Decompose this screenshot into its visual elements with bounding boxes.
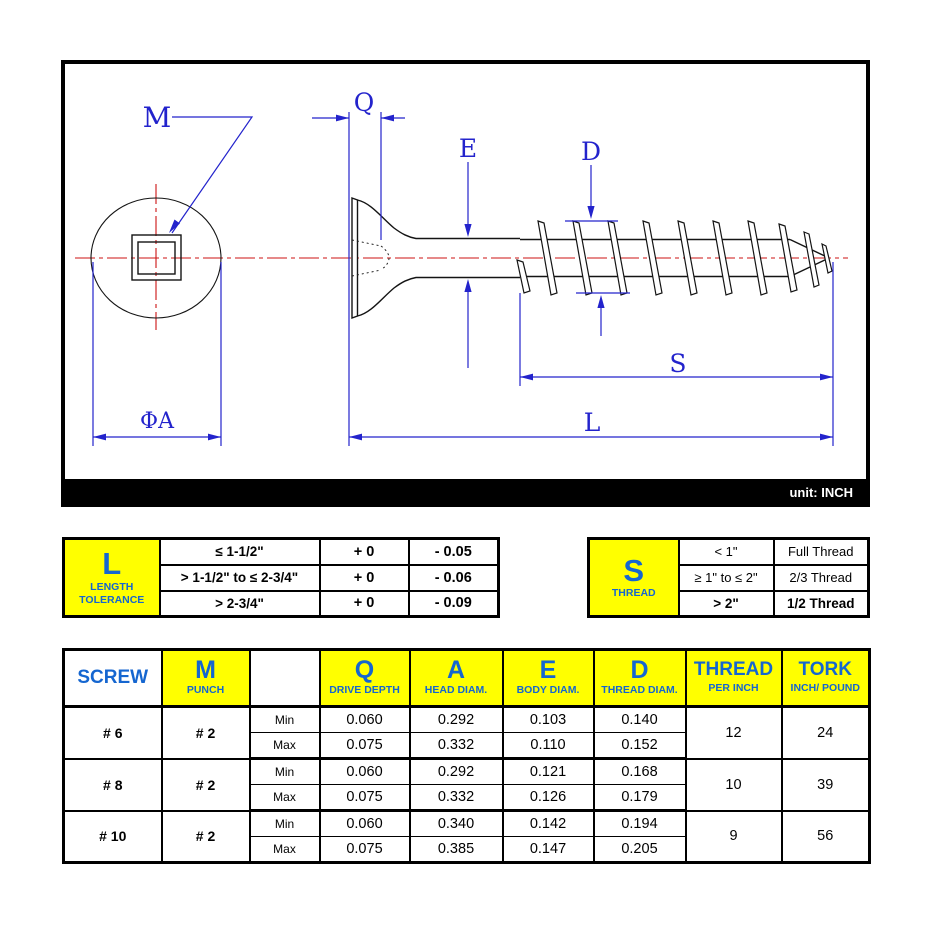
cell-screw-size: # 10 [64, 811, 162, 863]
cell-d-max: 0.179 [594, 785, 686, 811]
thread-value-cell: 2/3 Thread [774, 565, 869, 591]
cell-e-min: 0.103 [503, 707, 594, 733]
symbol-s-caption: THREAD [611, 587, 656, 600]
cell-d-max: 0.205 [594, 837, 686, 863]
cell-punch-size: # 2 [162, 759, 250, 811]
length-tolerance-table [62, 537, 500, 618]
dim-label-s: S [669, 349, 687, 378]
cell-d-min: 0.140 [594, 707, 686, 733]
cell-a-max: 0.332 [410, 733, 503, 759]
cell-tork: 24 [782, 707, 870, 759]
tolerance-plus-cell: + 0 [320, 539, 409, 565]
header-screw: SCREW [64, 650, 162, 707]
cell-d-min: 0.194 [594, 811, 686, 837]
thread-value-cell: 1/2 Thread [774, 591, 869, 617]
cell-screw-size: # 6 [64, 707, 162, 759]
tolerance-minus-cell: - 0.05 [409, 539, 499, 565]
cell-punch-size: # 2 [162, 707, 250, 759]
spec-row-min [64, 759, 870, 785]
thread-range-cell: ≥ 1" to ≤ 2" [679, 565, 774, 591]
cell-min-label: Min [250, 759, 320, 785]
cell-q-min: 0.060 [320, 811, 410, 837]
cell-a-max: 0.332 [410, 785, 503, 811]
tolerance-plus-cell: + 0 [320, 591, 409, 617]
table-row [64, 539, 499, 565]
header-d-thread-diam: D THREAD DIAM. [594, 650, 686, 707]
cell-d-min: 0.168 [594, 759, 686, 785]
thread-range-cell: > 2" [679, 591, 774, 617]
cell-max-label: Max [250, 733, 320, 759]
header-e-body-diam: E BODY DIAM. [503, 650, 594, 707]
cell-a-min: 0.292 [410, 759, 503, 785]
thread-symbol-cell [589, 539, 679, 617]
symbol-s: S [623, 552, 645, 588]
cell-punch-size: # 2 [162, 811, 250, 863]
spec-header-row [64, 650, 870, 707]
drawing-frame [63, 62, 868, 505]
cell-d-max: 0.152 [594, 733, 686, 759]
cell-tork: 39 [782, 759, 870, 811]
cell-min-label: Min [250, 811, 320, 837]
cell-a-min: 0.292 [410, 707, 503, 733]
spec-row-min [64, 811, 870, 837]
cell-min-label: Min [250, 707, 320, 733]
cell-e-min: 0.142 [503, 811, 594, 837]
cell-e-min: 0.121 [503, 759, 594, 785]
cell-e-max: 0.126 [503, 785, 594, 811]
length-range-cell: ≤ 1-1/2" [160, 539, 320, 565]
header-a-head-diam: A HEAD DIAM. [410, 650, 503, 707]
length-range-cell: > 1-1/2" to ≤ 2-3/4" [160, 565, 320, 591]
symbol-l-caption-2: TOLERANCE [79, 593, 145, 606]
dim-label-d: D [580, 137, 602, 166]
cell-thread-per-inch: 9 [686, 811, 782, 863]
cell-q-max: 0.075 [320, 785, 410, 811]
dim-label-phi-a: ΦA [140, 409, 174, 434]
tolerance-minus-cell: - 0.09 [409, 591, 499, 617]
cell-q-max: 0.075 [320, 733, 410, 759]
tolerance-minus-cell: - 0.06 [409, 565, 499, 591]
cell-max-label: Max [250, 785, 320, 811]
cell-a-max: 0.385 [410, 837, 503, 863]
cell-a-min: 0.340 [410, 811, 503, 837]
dim-label-e: E [458, 134, 478, 163]
cell-screw-size: # 8 [64, 759, 162, 811]
cell-q-max: 0.075 [320, 837, 410, 863]
screw-spec-table [62, 648, 871, 864]
header-blank [250, 650, 320, 707]
length-tolerance-symbol-cell [64, 539, 160, 617]
cell-e-max: 0.147 [503, 837, 594, 863]
tolerance-plus-cell: + 0 [320, 565, 409, 591]
cell-q-min: 0.060 [320, 759, 410, 785]
thread-length-table [587, 537, 870, 618]
cell-thread-per-inch: 12 [686, 707, 782, 759]
cell-q-min: 0.060 [320, 707, 410, 733]
thread-range-cell: < 1" [679, 539, 774, 565]
thread-value-cell: Full Thread [774, 539, 869, 565]
dim-label-q: Q [353, 88, 375, 117]
header-m-punch: M PUNCH [162, 650, 250, 707]
symbol-l: L [102, 546, 122, 582]
table-row [589, 539, 869, 565]
cell-tork: 56 [782, 811, 870, 863]
dim-label-m: M [142, 101, 172, 134]
cell-max-label: Max [250, 837, 320, 863]
header-tork: TORK INCH/ POUND [782, 650, 870, 707]
unit-bar [65, 479, 866, 504]
length-range-cell: > 2-3/4" [160, 591, 320, 617]
header-thread-per-inch: THREAD PER INCH [686, 650, 782, 707]
symbol-l-caption-1: LENGTH [90, 580, 134, 593]
cell-thread-per-inch: 10 [686, 759, 782, 811]
header-q-drive-depth: Q DRIVE DEPTH [320, 650, 410, 707]
cell-e-max: 0.110 [503, 733, 594, 759]
spec-row-min [64, 707, 870, 733]
dim-label-l: L [583, 408, 601, 437]
unit-note: unit: INCH [789, 485, 853, 500]
